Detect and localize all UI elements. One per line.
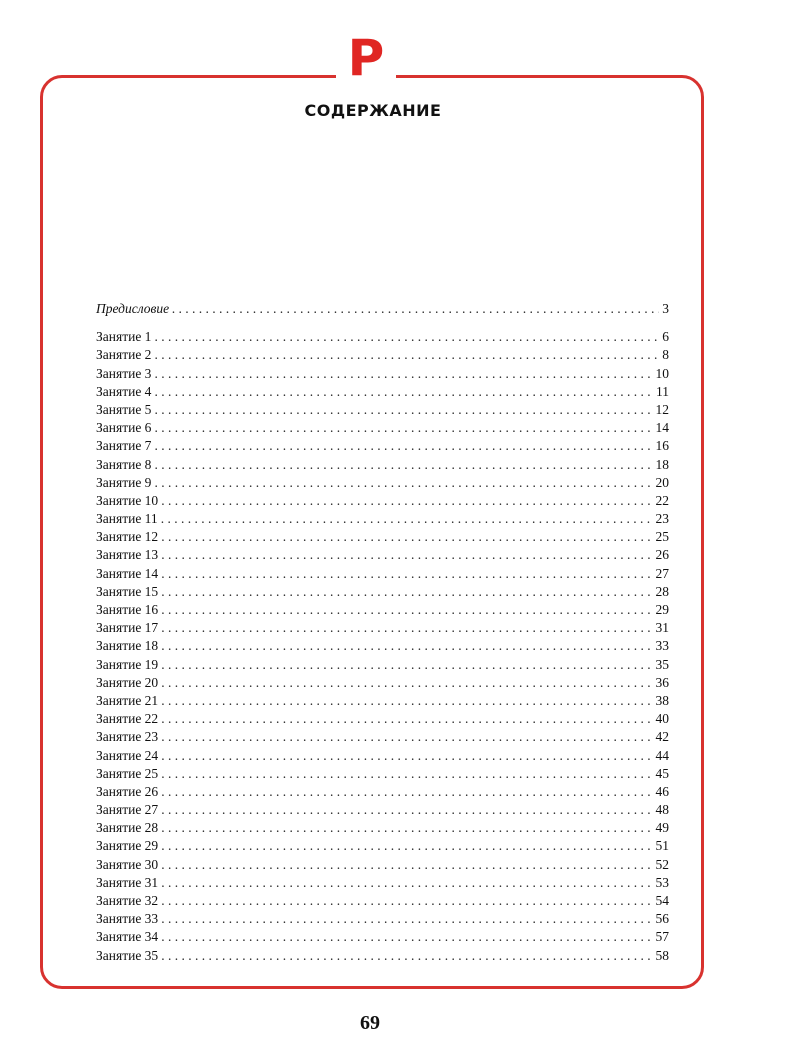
toc-entry-label: Занятие 2 xyxy=(96,347,152,363)
toc-page-number: 48 xyxy=(655,802,669,818)
toc-page-number: 51 xyxy=(655,838,669,854)
toc-dot-leader xyxy=(161,892,652,910)
toc-row[interactable] xyxy=(96,874,669,892)
toc-page-number: 31 xyxy=(655,620,669,636)
toc-row[interactable] xyxy=(96,346,669,364)
toc-entry-label: Занятие 33 xyxy=(96,911,159,927)
toc-entry-label: Занятие 8 xyxy=(96,456,152,472)
toc-dot-leader xyxy=(161,510,653,528)
toc-dot-leader xyxy=(161,856,652,874)
section-badge-letter: P xyxy=(347,29,385,87)
toc-row[interactable] xyxy=(96,910,669,928)
toc-dot-leader xyxy=(161,583,652,601)
toc-page-number: 27 xyxy=(655,565,669,581)
toc-row[interactable] xyxy=(96,492,669,510)
toc-dot-leader xyxy=(161,928,652,946)
toc-row[interactable] xyxy=(96,419,669,437)
toc-page-number: 42 xyxy=(655,729,669,745)
toc-entry-label: Занятие 7 xyxy=(96,438,152,454)
toc-row[interactable] xyxy=(96,656,669,674)
toc-entry-label: Занятие 32 xyxy=(96,893,159,908)
toc-entry-label: Занятие 16 xyxy=(96,602,159,617)
toc-dot-leader xyxy=(161,546,652,564)
toc-page-number: 10 xyxy=(655,365,669,381)
toc-entry-label: Занятие 29 xyxy=(96,838,159,854)
toc-page-number: 23 xyxy=(655,511,669,527)
toc-page-number: 36 xyxy=(655,674,669,690)
toc-entry-label: Занятие 3 xyxy=(96,365,152,381)
toc-row[interactable] xyxy=(96,619,669,637)
toc-page-number: 33 xyxy=(655,638,669,654)
toc-entry-label: Занятие 35 xyxy=(96,947,159,963)
toc-page-number: 22 xyxy=(655,492,669,508)
toc-entry-label: Занятие 21 xyxy=(96,692,159,708)
toc-row[interactable] xyxy=(96,528,669,546)
toc-dot-leader xyxy=(154,383,653,401)
toc-dot-leader xyxy=(161,947,652,965)
toc-entry-label: Занятие 34 xyxy=(96,929,159,945)
toc-entry-label: Занятие 6 xyxy=(96,420,152,436)
toc-row[interactable] xyxy=(96,928,669,946)
toc-dot-leader xyxy=(172,300,659,318)
page-number: 69 xyxy=(360,1012,380,1034)
toc-entry-label: Занятие 22 xyxy=(96,711,159,727)
toc-entry-label: Занятие 19 xyxy=(96,656,159,672)
toc-page-number: 56 xyxy=(655,911,669,927)
toc-page-number: 46 xyxy=(655,783,669,799)
toc-dot-leader xyxy=(161,819,652,837)
toc-dot-leader xyxy=(161,837,652,855)
toc-page-number: 35 xyxy=(655,656,669,672)
toc-entry-label: Занятие 15 xyxy=(96,583,159,599)
toc-entry-label: Занятие 30 xyxy=(96,856,159,872)
toc-row[interactable] xyxy=(96,456,669,474)
toc-page-number: 20 xyxy=(655,474,669,490)
toc-page-number: 6 xyxy=(662,329,669,345)
toc-page-number: 45 xyxy=(655,765,669,781)
toc-page-number: 26 xyxy=(655,547,669,563)
toc-row[interactable] xyxy=(96,765,669,783)
toc-entry-label: Занятие 23 xyxy=(96,729,159,745)
toc-row[interactable] xyxy=(96,565,669,583)
toc-page-number: 18 xyxy=(655,456,669,472)
toc-row[interactable] xyxy=(96,892,669,910)
toc-page-number: 3 xyxy=(662,301,669,316)
toc-dot-leader xyxy=(161,619,652,637)
toc-row[interactable] xyxy=(96,856,669,874)
toc-entry-label: Занятие 17 xyxy=(96,620,159,636)
toc-entry-label: Занятие 31 xyxy=(96,874,159,890)
toc-row[interactable] xyxy=(96,674,669,692)
toc-dot-leader xyxy=(161,710,652,728)
toc-dot-leader xyxy=(161,747,652,765)
toc-row[interactable] xyxy=(96,837,669,855)
toc-page-number: 16 xyxy=(655,438,669,454)
toc-page-number: 28 xyxy=(655,583,669,599)
toc-row[interactable] xyxy=(96,474,669,492)
toc-row[interactable] xyxy=(96,401,669,419)
toc-entry-label: Занятие 14 xyxy=(96,565,159,581)
toc-dot-leader xyxy=(161,783,652,801)
toc-dot-leader xyxy=(161,565,652,583)
toc-entry-label: Занятие 11 xyxy=(96,511,158,527)
toc-entry-label: Занятие 18 xyxy=(96,638,159,654)
toc-row[interactable] xyxy=(96,510,669,528)
toc-row[interactable] xyxy=(96,365,669,383)
toc-page-number: 14 xyxy=(655,420,669,436)
toc-entry-label: Занятие 13 xyxy=(96,547,159,563)
toc-page-number: 11 xyxy=(656,383,669,399)
toc-row[interactable] xyxy=(96,546,669,564)
toc-entry-label: Занятие 27 xyxy=(96,802,159,818)
toc-row[interactable] xyxy=(96,583,669,601)
toc-page-number: 44 xyxy=(655,747,669,763)
toc-row[interactable] xyxy=(96,783,669,801)
toc-row[interactable] xyxy=(96,437,669,455)
toc-dot-leader xyxy=(161,874,652,892)
toc-dot-leader xyxy=(154,437,652,455)
toc-page-number: 40 xyxy=(655,711,669,727)
toc-entry-label: Занятие 20 xyxy=(96,674,159,690)
toc-dot-leader xyxy=(154,401,652,419)
toc-entry-label: Занятие 5 xyxy=(96,401,152,417)
toc-dot-leader xyxy=(161,528,652,546)
toc-dot-leader xyxy=(161,765,652,783)
toc-dot-leader xyxy=(161,801,652,819)
toc-entry-label: Занятие 25 xyxy=(96,765,159,781)
toc-page-number: 25 xyxy=(655,529,669,545)
toc-entry-label: Занятие 24 xyxy=(96,747,159,763)
toc-dot-leader xyxy=(161,692,652,710)
toc-row[interactable] xyxy=(96,728,669,746)
toc-dot-leader xyxy=(161,637,652,655)
toc-page-number: 12 xyxy=(655,401,669,417)
toc-dot-leader xyxy=(154,474,652,492)
toc-entry-label: Занятие 9 xyxy=(96,474,152,490)
toc-row[interactable] xyxy=(96,383,669,401)
toc-dot-leader xyxy=(161,910,652,928)
toc-dot-leader xyxy=(154,346,659,364)
toc-page-number: 54 xyxy=(655,893,669,908)
toc-row[interactable] xyxy=(96,692,669,710)
toc-entry-label: Занятие 28 xyxy=(96,820,159,836)
toc-entry-label: Занятие 4 xyxy=(96,383,152,399)
page-title: СОДЕРЖАНИЕ xyxy=(304,101,442,120)
toc-page-number: 29 xyxy=(655,602,669,617)
toc-page-number: 38 xyxy=(655,692,669,708)
toc-row[interactable] xyxy=(96,819,669,837)
toc-row[interactable] xyxy=(96,637,669,655)
toc-row[interactable] xyxy=(96,747,669,765)
toc-entry-label: Занятие 1 xyxy=(96,329,152,345)
toc-dot-leader xyxy=(161,656,652,674)
toc-dot-leader xyxy=(161,492,652,510)
toc-row[interactable] xyxy=(96,801,669,819)
table-of-contents xyxy=(96,300,669,965)
toc-row[interactable] xyxy=(96,328,669,346)
toc-page-number: 52 xyxy=(655,856,669,872)
toc-row[interactable] xyxy=(96,947,669,965)
toc-entry-label: Занятие 10 xyxy=(96,492,159,508)
toc-row[interactable] xyxy=(96,710,669,728)
toc-page-number: 57 xyxy=(655,929,669,945)
toc-dot-leader xyxy=(154,419,652,437)
toc-page-number: 8 xyxy=(662,347,669,363)
toc-dot-leader xyxy=(161,601,652,619)
toc-row[interactable] xyxy=(96,601,669,619)
toc-row-preface[interactable] xyxy=(96,300,669,318)
toc-entry-label: Предисловие xyxy=(96,301,170,316)
toc-page-number: 49 xyxy=(655,820,669,836)
toc-page-number: 58 xyxy=(655,947,669,963)
toc-entry-label: Занятие 12 xyxy=(96,529,159,545)
toc-dot-leader xyxy=(161,728,652,746)
toc-dot-leader xyxy=(154,456,652,474)
toc-dot-leader xyxy=(154,328,659,346)
toc-page-number: 53 xyxy=(655,874,669,890)
toc-dot-leader xyxy=(161,674,652,692)
toc-dot-leader xyxy=(154,365,652,383)
toc-entry-label: Занятие 26 xyxy=(96,783,159,799)
